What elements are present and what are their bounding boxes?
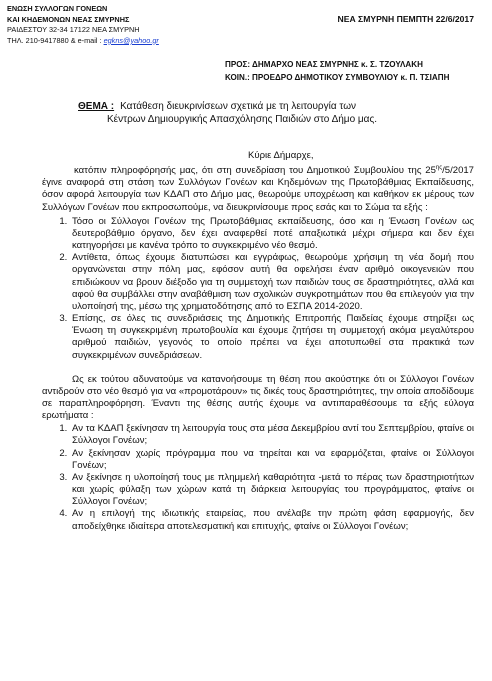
sender-name-line1: ΕΝΩΣΗ ΣΥΛΛΟΓΩΝ ΓΟΝΕΩΝ xyxy=(7,4,108,13)
questions-list xyxy=(42,423,474,532)
second-paragraph: Ως εκ τούτου αδυνατούμε να κατανοήσουμε τη θέση που ακούστηκε ότι οι Σύλλογοι Γονέων αντιδρούν στο νέο θεσμό για να «προμοτάρουν» τις δικές τους δραστηριότητες, την οποία αποδίδουμε σε παραπληροφόρηση. Έναντι της θέσης αυτής έχουμε να αντιπαραθέσουμε τα εξής εύλογα ερωτήματα : xyxy=(42,373,474,422)
intro-text-start: κατόπιν πληροφόρησής μας, ότι στη συνεδρίαση του Δημοτικού Συμβουλίου της 25 xyxy=(74,165,436,177)
sender-phone: ΤΗΛ. 210-9417880 xyxy=(7,35,69,45)
list-item: 2. Αντίθετα, όπως έχουμε διατυπώσει και εγγράφως, θεωρούμε χρήσιμη τη νέα δομή που οργανώνεται στην πόλη μας, εφόσον αυτή θα οφελήσει έναν αριθμό οικογενειών που επιδιώκουν να βρουν διέξοδο για τη συμμετοχή των παιδιών τους σε δραστηριότητες, αλλά και αφού θα συμβάλλει στην αναβάθμιση των σχολικών συγκροτημάτων που θα επιλεγούν για την υλοποίησή της, μέσω της χρηματοδότησης από το ΕΣΠΑ 2014-2020. xyxy=(70,252,474,313)
sender-contact-line xyxy=(7,36,159,47)
list-item: 1. Αν τα ΚΔΑΠ ξεκίνησαν τη λειτουργία τους στα μέσα Δεκεμβρίου αντί του Σεπτεμβρίου, φταίνε οι Σύλλογοι Γονέων; xyxy=(70,423,474,447)
recipients-block xyxy=(225,58,449,84)
sender-block xyxy=(7,4,159,46)
points-list xyxy=(42,216,474,362)
intro-superscript: ης xyxy=(435,164,443,171)
subject-block xyxy=(78,100,438,127)
letter-body xyxy=(42,150,474,533)
subject-label: ΘΕΜΑ : xyxy=(78,101,115,112)
greeting: Κύριε Δήμαρχε, xyxy=(248,150,314,161)
subject-text-1: Κατάθεση διευκρινίσεων σχετικά με τη λειτουργία των xyxy=(120,101,357,112)
date-line: ΝΕΑ ΣΜΥΡΝΗ ΠΕΜΠΤΗ 22/6/2017 xyxy=(337,14,474,24)
list-item: 2. Αν ξεκίνησαν χωρίς πρόγραμμα που να τηρείται και να εφαρμόζεται, φταίνε οι Σύλλογοι Γονέων; xyxy=(70,448,474,472)
subject-line-1 xyxy=(78,100,438,113)
sender-email-link[interactable]: egkns@yahoo.gr xyxy=(103,35,159,45)
sender-address: ΡΑΙΔΕΣΤΟΥ 32-34 17122 ΝΕΑ ΣΜΥΡΝΗ xyxy=(7,25,140,35)
sender-name-line2: ΚΑΙ ΚΗΔΕΜΟΝΩΝ ΝΕΑΣ ΣΜΥΡΝΗΣ xyxy=(7,14,130,24)
list-item: 4. Αν η επιλογή της ιδιωτικής εταιρείας, που ανέλαβε την πρώτη φάση εφαρμογής, δεν αποδείχθηκε ιδιαίτερα αποτελεσματική και επιτυχής, φταίνε οι Σύλλογοι Γονέων; xyxy=(70,508,474,532)
list-item: 3. Επίσης, σε όλες τις συνεδριάσεις της Δημοτικής Επιτροπής Παιδείας έχουμε στηρίξει ως Ένωση τη συγκεκριμένη πρωτοβουλία και έχουμε ζητήσει τη συμμετοχή ακόμα μεγαλύτερου αριθμού παιδιών, γεγονός το οποίο πρέπει να έχει αποτυπωθεί στα πρακτικά των συγκεκριμένων συνεδριάσεων. xyxy=(70,313,474,362)
recipient-to: ΠΡΟΣ: ΔΗΜΑΡΧΟ ΝΕΑΣ ΣΜΥΡΝΗΣ κ. Σ. ΤΖΟΥΛΑΚΗ xyxy=(225,60,423,69)
list-item: 1. Τόσο οι Σύλλογοι Γονέων της Πρωτοβάθμιας εκπαίδευσης, όσο και η Ένωση Γονέων ως δευτεροβάθμιο όργανο, δεν έχει αναφερθεί ποτέ απαξιωτικά μέχρι σήμερα και δεν έχει κατηγορήσει με κανένα τρόπο το συγκεκριμένο νέο θεσμό. xyxy=(70,216,474,252)
list-item: 3. Αν ξεκίνησε η υλοποίησή τους με πλημμελή καθαριότητα -μετά το πέρας των δραστηριοτήτων και χωρίς φύλαξη των χώρων κατά τη διάρκεια λειτουργίας του προγράμματος, φταίνε οι Σύλλογοι Γονέων; xyxy=(70,472,474,508)
sender-email-label: & e-mail : xyxy=(70,35,102,45)
intro-text-end: /5/2017 έγινε αναφορά στη στάση των Συλλόγων Γονέων και Κηδεμόνων της Πρωτοβάθμιας Εκπαίδευσης, όσον αφορά λειτουργία των ΚΔΑΠ στο Δήμο μας, θεωρούμε υποχρέωση και καθήκον εκ μέρους των Συλλόγων Γονέων που εκπροσωπούμε, να διευκρινίσουμε προς εσάς και το Σώμα τα εξής : xyxy=(42,165,474,213)
recipient-cc: ΚΟΙΝ.: ΠΡΟΕΔΡΟ ΔΗΜΟΤΙΚΟΥ ΣΥΜΒΟΥΛΙΟΥ κ. Π. ΤΣΙΑΠΗ xyxy=(225,73,450,82)
subject-text-2: Κέντρων Δημιουργικής Απασχόλησης Παιδιών στο Δήμο μας. xyxy=(107,114,378,126)
intro-paragraph xyxy=(42,165,474,214)
